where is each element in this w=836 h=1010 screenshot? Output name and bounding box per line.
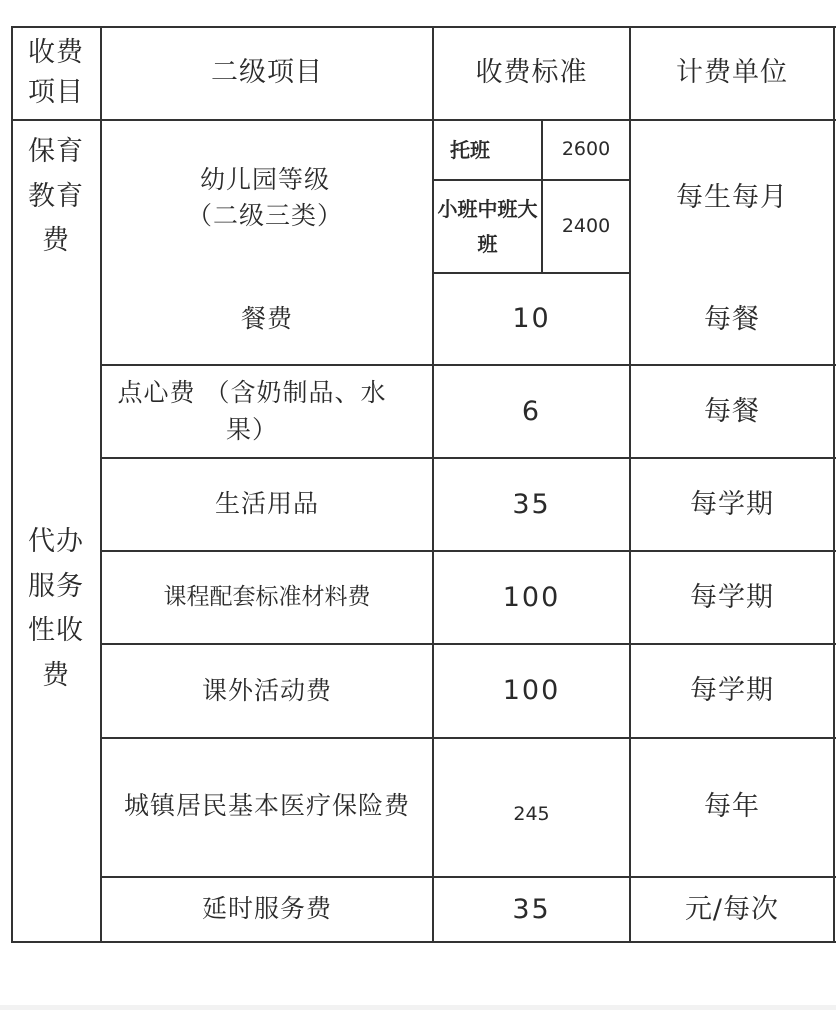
rule-right — [833, 26, 835, 943]
row-unit-supplies: 每学期 — [690, 488, 774, 520]
row-item-insurance: 城镇居民基本医疗保险费 — [123, 790, 410, 820]
row-standard-insurance: 245 — [513, 803, 550, 826]
page-bottom-strip — [0, 1005, 836, 1010]
header-sub-item: 二级项目 — [211, 57, 323, 89]
grade-class-name-0: 托班 — [450, 137, 490, 162]
kindergarten-unit: 每生每月 — [676, 182, 788, 214]
row-unit-insurance: 每年 — [704, 791, 760, 823]
row-unit-materials: 每学期 — [690, 581, 774, 613]
rule-left — [11, 26, 13, 943]
row-unit-extended: 元/每次 — [684, 893, 780, 925]
category-agency: 代办服务性收费 — [28, 526, 84, 691]
row-item-meal: 餐费 — [240, 304, 293, 334]
rule-bottom — [11, 941, 836, 943]
header-standard: 收费标准 — [475, 57, 588, 89]
row-item-snack: 点心费 （含奶制品、水果） — [117, 378, 387, 444]
row-standard-materials: 100 — [502, 581, 561, 613]
row-item-supplies: 生活用品 — [214, 489, 319, 519]
row-standard-supplies: 35 — [512, 488, 551, 520]
category-education: 保育教育费 — [28, 136, 84, 257]
row-standard-snack: 6 — [521, 395, 542, 427]
row-standard-activities: 100 — [502, 675, 561, 707]
grade-fee-1: 2400 — [561, 214, 611, 237]
row-standard-meal: 10 — [512, 303, 551, 335]
header-unit: 计费单位 — [676, 57, 788, 89]
row-unit-snack: 每餐 — [704, 395, 760, 427]
row-item-activities: 课外活动费 — [201, 675, 332, 705]
row-item-extended: 延时服务费 — [201, 894, 332, 924]
kindergarten-grade-item: 幼儿园等级（二级三类） — [186, 164, 343, 230]
rule-header — [11, 119, 836, 121]
header-category: 收费项目 — [28, 36, 84, 108]
rule-row5 — [101, 737, 836, 739]
row-unit-activities: 每学期 — [690, 675, 774, 707]
row-standard-extended: 35 — [512, 893, 551, 925]
row-item-materials: 课程配套标准材料费 — [163, 583, 371, 610]
grade-fee-0: 2600 — [561, 138, 611, 161]
grade-class-name-1: 小班中班大班 — [437, 196, 538, 256]
row-unit-meal: 每餐 — [704, 303, 760, 335]
